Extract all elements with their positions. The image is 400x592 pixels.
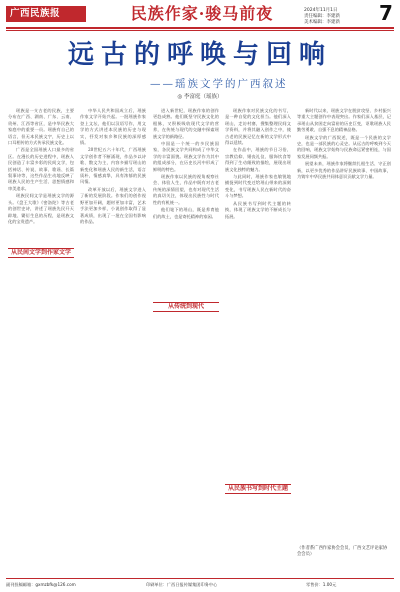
paragraph: 瑶族是一支古老的民族，主要分布在广西、湖南、广东、云南、贵州、江西等省区，是中华民族大家庭中的重要一员。瑶族有自己的语言，但无本民族文字，历史上以口耳相传的方式传承民族文化。 xyxy=(8,108,74,146)
designer-credit: 美术编辑：李建新 xyxy=(304,20,340,25)
page-header xyxy=(6,1,394,28)
paragraph: 瑶族作家以民族的视角观察社会、体验人生，作品中既有对古老传统的深情回望，也有对现代生活的真切关注，体现出民族性与时代性的有机统一。 xyxy=(153,174,219,205)
text-column-4 xyxy=(225,108,291,573)
page-footer xyxy=(6,581,394,589)
paragraph: 瑶族文学的广西叙述，既是一个民族的文学史，也是一部民族的心灵史。从远古的呼唤到今天的回响，瑶族文学始终与民族命运紧密相连，与国家发展同频共振。 xyxy=(297,134,391,159)
section-heading: 从民族书写到时代主题 xyxy=(225,484,291,494)
page-number: 7 xyxy=(379,1,393,25)
paragraph: 他们笔下的瑶山，既是养育他们的故土，也是寄托精神的家园。 xyxy=(153,207,219,219)
paragraph: 展望未来，瑶族作家将继续扎根生活、守正创新，以更多优秀的作品讲好民族故事、中国故事，为铸牢中华民族共同体意识贡献文学力量。 xyxy=(297,161,391,180)
paragraph: 新时代以来，瑶族文学在脱贫攻坚、乡村振兴等重大主题创作中表现突出。作家们深入基层，记录瑶山从贫困走向富裕的历史巨变，讴歌瑶族人民勤劳勇敢、自强不息的精神品格。 xyxy=(297,108,391,133)
paragraph: 与此同时，瑶族作家也敏锐地捕捉到时代变迁给瑶山带来的深刻变化，书写瑶族人民在新时代的奋斗与梦想。 xyxy=(225,174,291,199)
section-heading: 从传统到现代 xyxy=(153,302,219,312)
text-column-1 xyxy=(8,108,74,573)
printer-info: 印刷单位：广西日报传媒集团印务中心 xyxy=(146,582,218,587)
paragraph: 进入新世纪，瑶族作家的创作更趋成熟。他们既坚守民族文化的根脉，又积极吸收现代文学的营养，在传统与现代的交融中探索瑶族文学的新路径。 xyxy=(153,108,219,139)
author-note: （作者系广西作家协会会员，广西文艺评论家协会会员） xyxy=(297,546,388,557)
text-column-5 xyxy=(297,108,391,573)
paragraph: 20世纪五六十年代，广西瑶族文学创作者不断涌现，作品多以诗歌、散文为主，内容多描写瑶山的新变化和瑶族人民的新生活，语言质朴，情感真挚，具有浓郁的民族风情。 xyxy=(80,147,146,185)
masthead: 广西民族报 xyxy=(6,6,86,22)
footer-rule xyxy=(6,578,394,579)
issue-meta xyxy=(304,8,374,26)
article-byline: ◎ 李富庭（瑶族） xyxy=(177,94,223,100)
column-title: 民族作家·骏马前夜 xyxy=(130,4,274,23)
issue-date: 2024年11月1日 xyxy=(304,8,338,13)
paragraph: 在作品中，瑶族的节日习俗、宗教信仰、婚丧礼仪、服饰饮食等得到了生动细致的描绘，展现出瑶族文化独特的魅力。 xyxy=(225,147,291,172)
paragraph: 广西是全国瑶族人口最多的省区。在漫长的历史进程中，瑶族人民创造了丰富多彩的民间文学，包括神话、传说、故事、歌谣、长篇叙事诗等，这些作品生动地反映了瑶族人民的生产生活、思想情感和审美追求。 xyxy=(8,147,74,191)
header-rule-thin xyxy=(6,30,394,31)
header-rule xyxy=(6,27,394,29)
paragraph: 瑶族作家对民族文化的书写，是一种自觉的文化担当。他们深入瑶山，走访村寨，搜集整理民间文学资料，并将其融入创作之中，使古老的民族记忆在新的文学形式中得以延续。 xyxy=(225,108,291,146)
paragraph: 瑶族民间文学是瑶族文学的源头。《盘王大歌》《密洛陀》等古老的创世史诗，讲述了瑶族先民开天辟地、繁衍生息的历程，是瑶族文化的宝贵遗产。 xyxy=(8,193,74,224)
paragraph: 中华人民共和国成立后，瑶族作家文学开始兴起。一批瑶族作家登上文坛，他们以汉语写作，用文学的方式讲述本民族的历史与现实，抒发对家乡和民族的深厚感情。 xyxy=(80,108,146,146)
paragraph: 从民族书写到时代主题的转换，体现了瑶族文学的不断成长与拓展。 xyxy=(225,200,291,219)
text-column-3 xyxy=(153,108,219,573)
text-column-2 xyxy=(80,108,146,573)
section-heading: 从民间文学到作家文学 xyxy=(8,248,74,258)
paragraph: 改革开放以后，瑶族文学进入了新的发展阶段。作家们的创作视野更加开阔，题材更加丰富，艺术手法更加多样，小说创作取得了显著成绩，出现了一批在全国有影响的作品。 xyxy=(80,186,146,224)
paragraph: 中国是一个统一的多民族国家，各民族文学共同构成了中华文学的丰富面貌。瑶族文学作为其中的组成部分，在历史长河中形成了鲜明的特色。 xyxy=(153,141,219,172)
article-headline: 远古的呼唤与回响 xyxy=(67,40,332,70)
price-info: 零售价：1.00元 xyxy=(306,582,337,587)
submission-email: 副刊投稿邮箱：gxmzbfk@126.com xyxy=(6,582,76,587)
editor-credit: 责任编辑：李建新 xyxy=(304,14,340,19)
article-subtitle: ——瑶族文学的广西叙述 xyxy=(150,78,288,90)
